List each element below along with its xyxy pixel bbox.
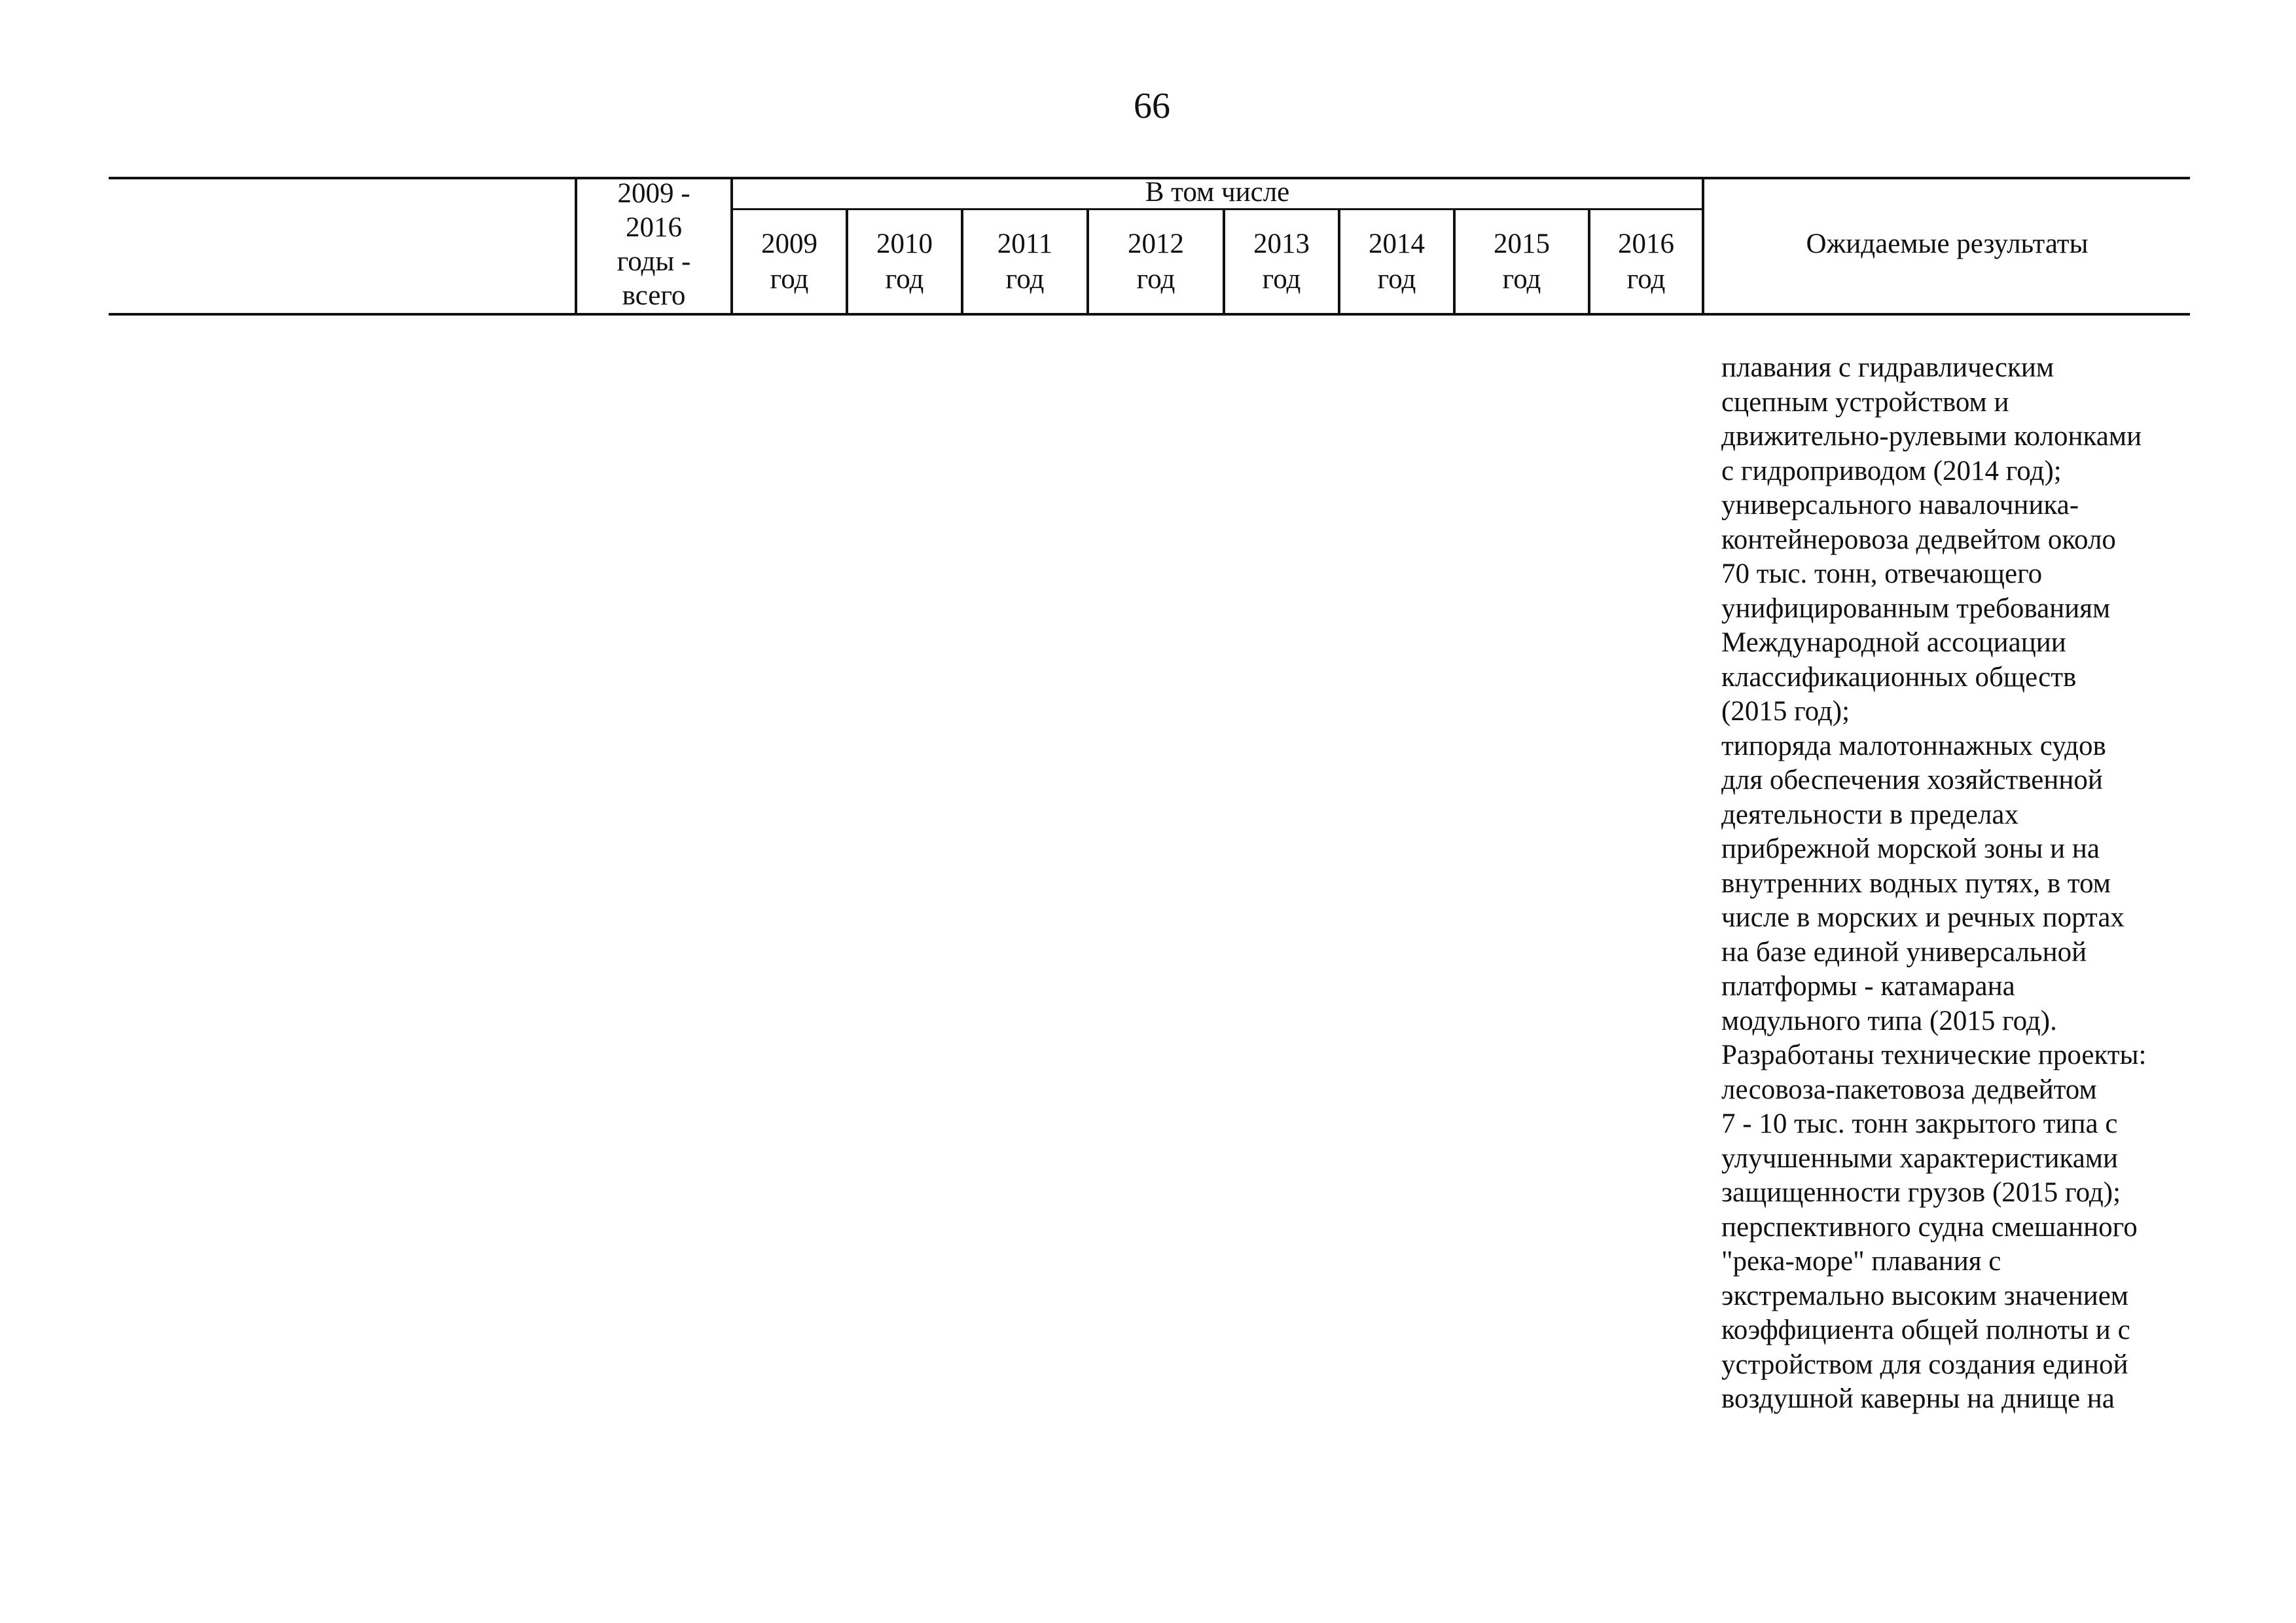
year-label: 2013 [1253,228,1310,259]
results-column-header: Ожидаемые результаты [1806,228,2089,259]
year-unit: год [1502,264,1541,295]
year-header-2016 [1590,227,1702,297]
page-number: 66 [1134,86,1170,126]
year-header-2010 [848,227,961,297]
expected-results-text: плавания с гидравлическим сцепным устройством и движительно-рулевыми колонками с гидроприводом (2014 год); универсального навалочника- контейнеровоза дедвейтом около 70 тыс. тонн, отвечающего унифицированным требованиям Международной ассоциации классификационных обществ (2015 год); типоряда малотоннажных судов для обеспечения хозяйственной деятельности в пределах прибрежной морской зоны и на внутренних водных путях, в том числе в морских и речных портах на базе единой универсальной платформы - катамарана модульного типа (2015 год). Разработаны технические проекты: лесовоза-пакетовоза дедвейтом 7 - 10 тыс. тонн закрытого типа с улучшенными характеристиками защищенности грузов (2015 год); перспективного судна смешанного "река-море" плавания с экстремально высоким значением коэффициента общей полноты и с устройством для создания единой воздушной каверны на днище на [1721,352,2147,1414]
year-label: 2011 [997,228,1053,259]
header-bottom-rule [109,313,2190,316]
year-unit: год [1136,264,1175,295]
year-header-2009 [733,227,846,297]
year-unit: год [1377,264,1416,295]
year-label: 2012 [1128,228,1184,259]
year-header-2015 [1456,227,1588,297]
year-label: 2014 [1369,228,1425,259]
year-unit: год [770,264,809,295]
year-unit: год [1005,264,1045,295]
year-unit: год [1626,264,1666,295]
total-column-header: 2009 - 2016 годы - всего [617,178,691,311]
year-unit: год [885,264,924,295]
including-header: В том числе [1145,177,1290,208]
year-label: 2010 [876,228,933,259]
year-header-2012 [1089,227,1223,297]
year-header-2014 [1340,227,1453,297]
year-unit: год [1262,264,1301,295]
year-header-2011 [963,227,1086,297]
year-label: 2016 [1618,228,1674,259]
year-header-2013 [1225,227,1338,297]
year-label: 2015 [1494,228,1550,259]
year-label: 2009 [761,228,817,259]
